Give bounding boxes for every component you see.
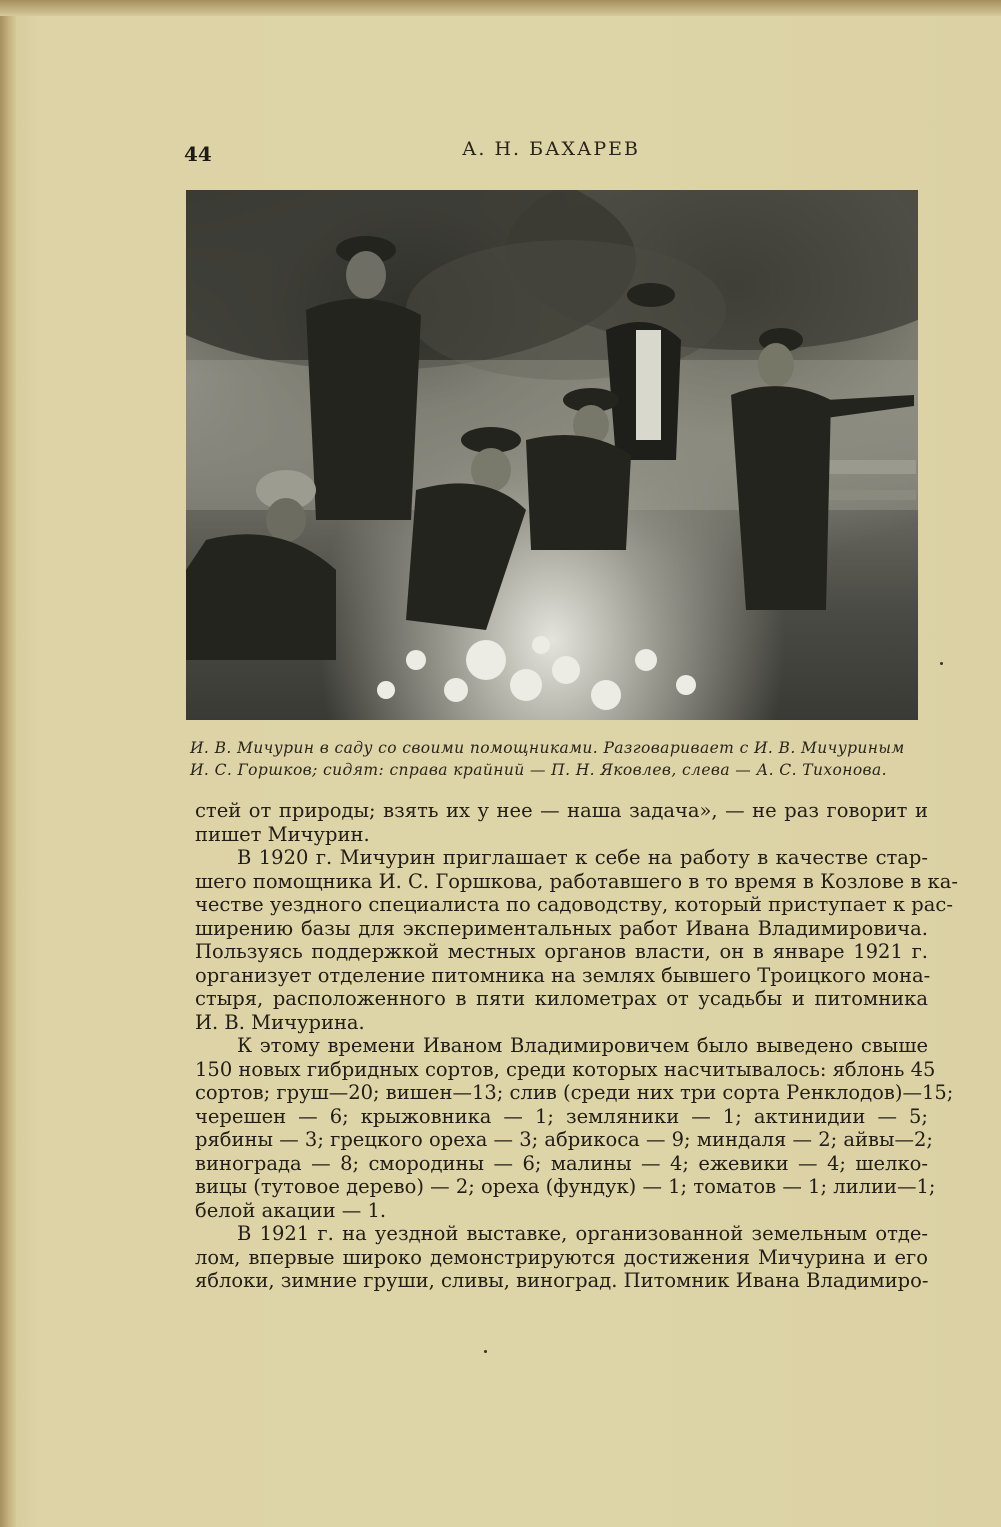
body-text [195,799,958,1293]
text-line: винограда — 8; смородины — 6; малины — 4; ежевики — 4; шелко- [195,1151,928,1175]
text-line: сортов; груш—20; вишен—13; слив (среди них три сорта Ренклодов)—15; [195,1081,954,1104]
photograph [186,190,918,720]
text-line: организует отделение питомника на землях бывшего Троицкого мона- [195,963,931,987]
photograph-icon [186,190,918,720]
text-line: В 1920 г. Мичурин приглашает к себе на работу в качестве стар- [237,846,928,869]
text-line: черешен — 6; крыжовника — 1; земляники — 1; актинидии — 5; [195,1104,928,1128]
paper-speck [940,662,943,665]
text-line: стей от природы; взять их у нее — наша задача», — не раз говорит и [195,799,928,822]
text-line: рябины — 3; грецкого ореха — 3; абрикоса — 9; миндаля — 2; айвы—2; [195,1128,933,1151]
text-line: К этому времени Иваном Владимировичем было выведено свыше [237,1034,928,1057]
text-line: честве уездного специалиста по садоводству, который приступает к рас- [195,893,953,916]
text-line: вицы (тутовое дерево) — 2; ореха (фундук) — 1; томатов — 1; лилии—1; [195,1175,936,1198]
paper-speck [484,1350,487,1353]
text-line: яблоки, зимние груши, сливы, виноград. Питомник Ивана Владимиро- [195,1269,929,1292]
text-line: И. В. Мичурина. [195,1010,365,1034]
text-line: пишет Мичурин. [195,822,370,846]
text-line: 150 новых гибридных сортов, среди которых насчитывалось: яблонь 45 [195,1057,936,1081]
text-line: белой акации — 1. [195,1198,387,1222]
page-number: 44 [184,142,212,166]
text-line: ширению базы для экспериментальных работ Ивана Владимировича. [195,916,928,940]
running-head-author: А. Н. БАХАРЕВ [462,138,640,160]
figure-caption-line-2: И. С. Горшков; сидят: справа крайний — П. Н. Яковлев, слева — А. С. Тихонова. [190,761,887,779]
running-head [184,138,918,168]
text-line: В 1921 г. на уездной выставке, организованной земельным отде- [237,1222,928,1245]
page-edge-left [0,0,16,1527]
figure-caption-line-1: И. В. Мичурин в саду со своими помощниками. Разговаривает с И. В. Мичуриным [190,739,905,757]
page-edge-top [0,0,1001,16]
text-line: Пользуясь поддержкой местных органов власти, он в январе 1921 г. [195,940,928,963]
text-line: лом, впервые широко демонстрируются достижения Мичурина и его [195,1245,928,1269]
text-line: стыря, расположенного в пяти километрах от усадьбы и питомника [195,987,928,1010]
text-line: шего помощника И. С. Горшкова, работавшего в то время в Козлове в ка- [195,869,958,893]
